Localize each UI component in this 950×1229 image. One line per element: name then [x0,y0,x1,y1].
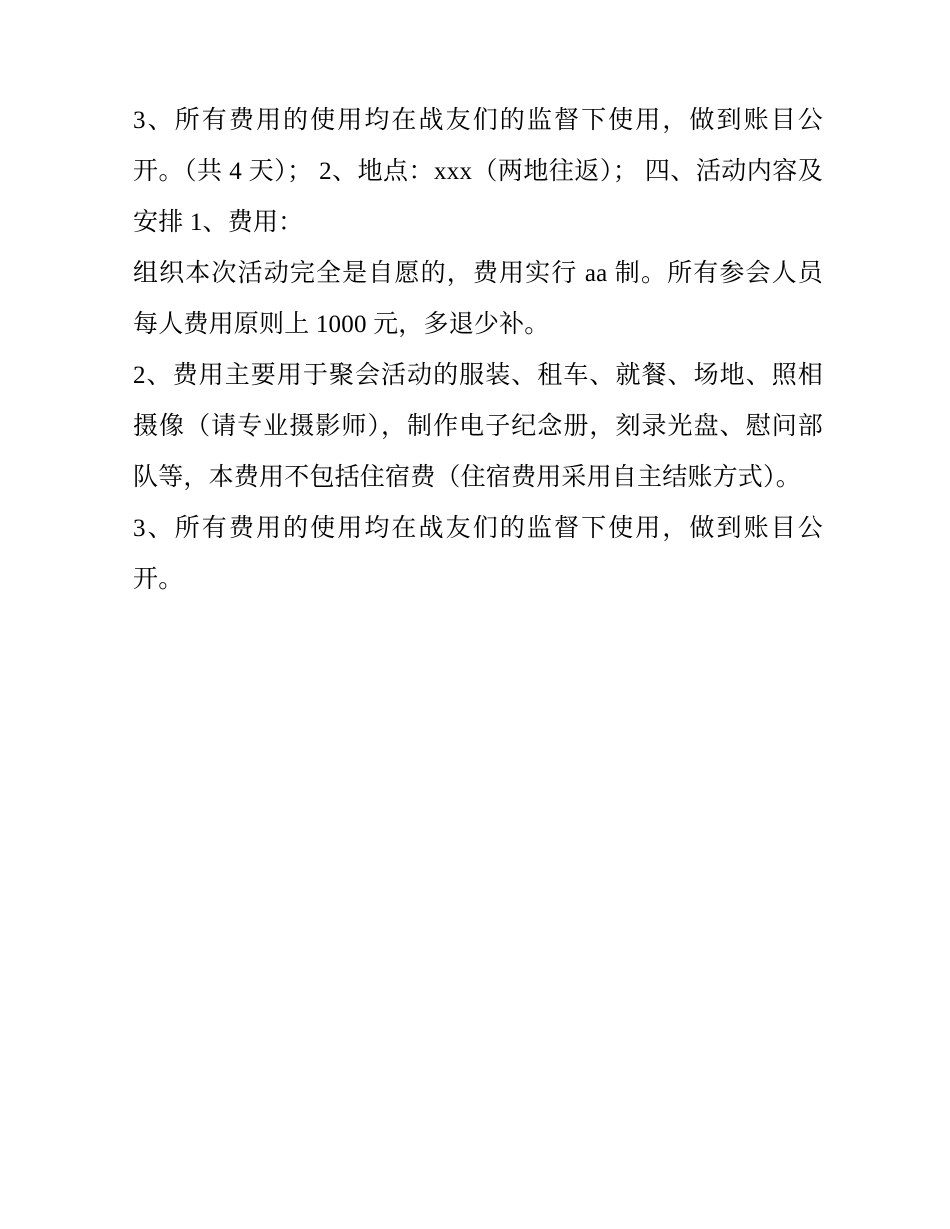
paragraph-3: 2、费用主要用于聚会活动的服装、租车、就餐、场地、照相摄像（请专业摄影师），制作电子纪念册，刻录光盘、慰问部队等，本费用不包括住宿费（住宿费用采用自主结账方式）。 [133,362,823,491]
paragraph-2: 组织本次活动完全是自愿的，费用实行 aa 制。所有参会人员每人费用原则上 1000 元，多退少补。 [133,260,823,338]
document-body [133,95,823,605]
paragraph-4: 3、所有费用的使用均在战友们的监督下使用，做到账目公开。 [133,515,823,593]
paragraph-1: 3、所有费用的使用均在战友们的监督下使用，做到账目公开。（共 4 天）； 2、地点：xxx（两地往返）； 四、活动内容及安排 1、费用： [133,107,823,236]
